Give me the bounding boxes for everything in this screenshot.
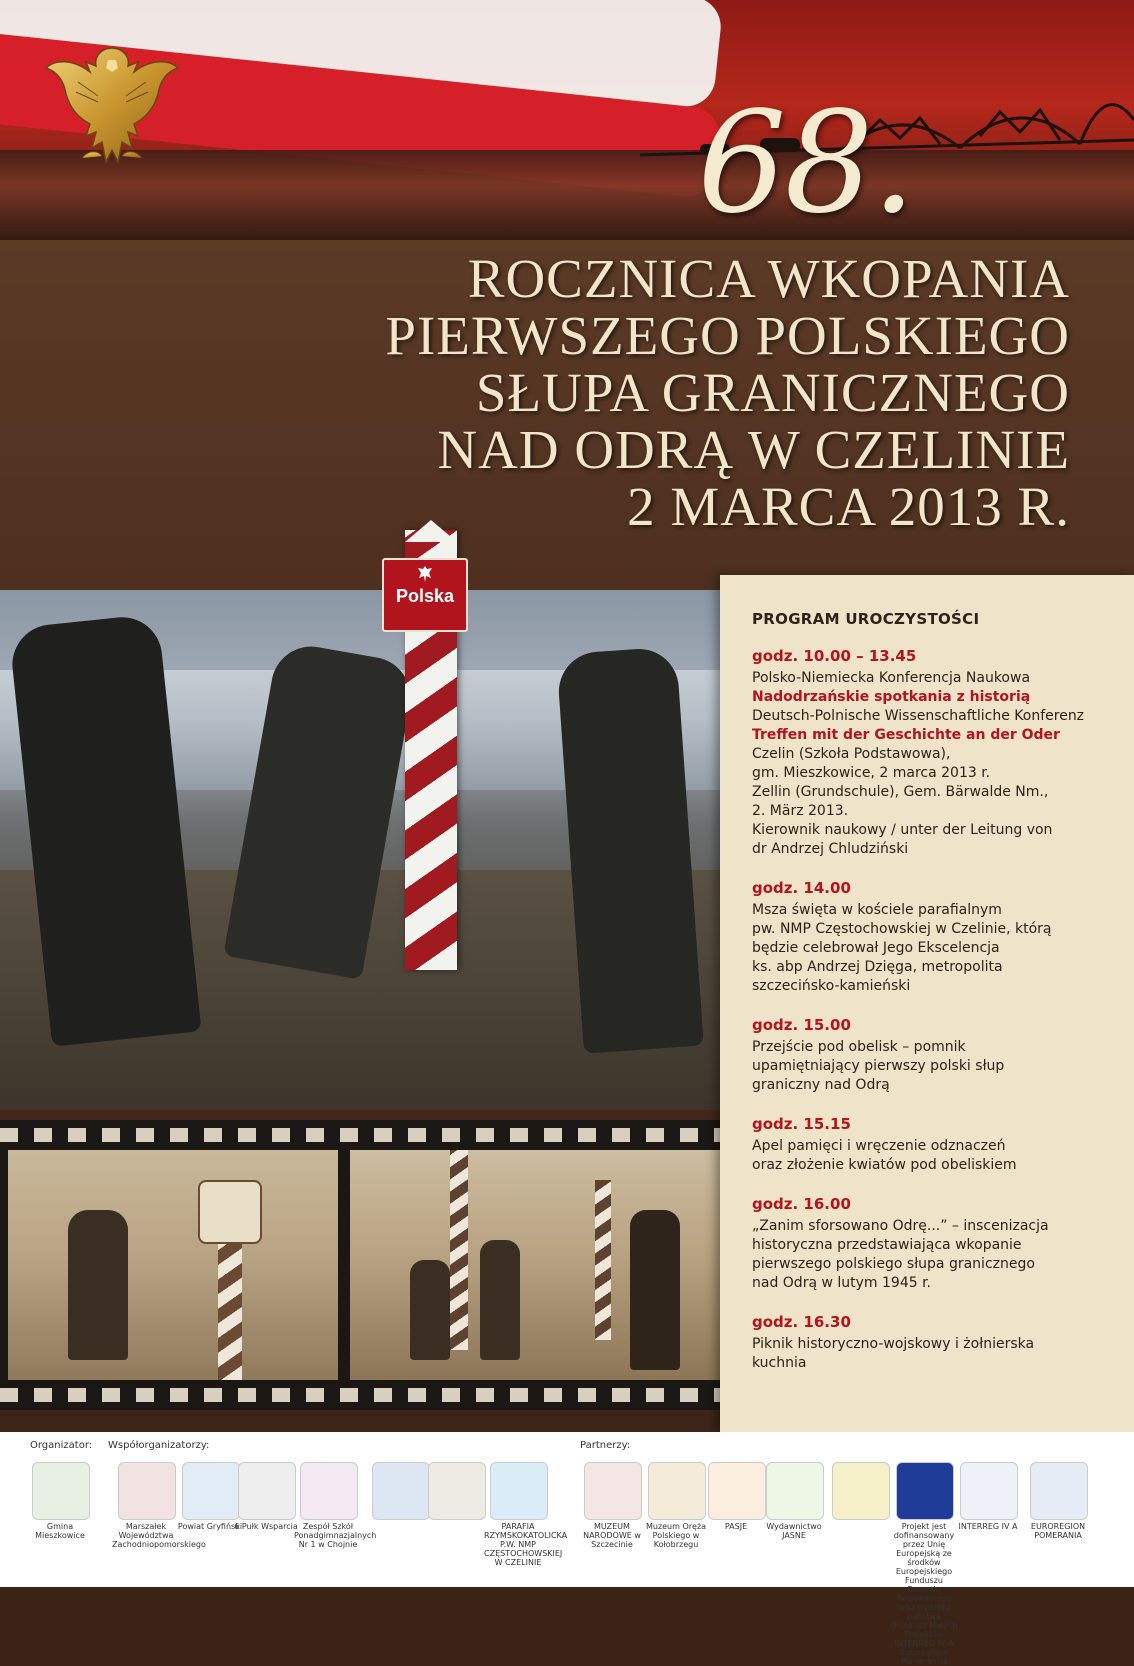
golden-eagle-emblem-icon	[42, 38, 182, 178]
partners-label: Partnerzy:	[580, 1440, 631, 1451]
event-description-line: upamiętniający pierwszy polski słup	[752, 1058, 1005, 1074]
event-description-line: dr Andrzej Chludziński	[752, 841, 909, 857]
event-description-line: Polsko-Niemiecka Konferencja Naukowa	[752, 670, 1031, 686]
event-description-line: Kierownik naukowy / unter der Leitung von	[752, 822, 1053, 838]
eu-flag-logo	[896, 1462, 954, 1520]
event-time: godz. 16.30	[752, 1313, 851, 1331]
frame-post-a	[450, 1150, 468, 1350]
pulk-logo	[238, 1462, 296, 1520]
parafia-logo	[490, 1462, 548, 1520]
event-description-line: oraz złożenie kwiatów pod obeliskiem	[752, 1157, 1017, 1173]
logo-caption: MUZEUM NARODOWE w Szczecinie	[583, 1522, 641, 1549]
event-time: godz. 16.00	[752, 1195, 851, 1213]
polska-sign-text: Polska	[395, 586, 455, 606]
crest-logo	[832, 1462, 890, 1520]
interreg-logo	[960, 1462, 1018, 1520]
school-photo-logo	[428, 1462, 486, 1520]
powiat-gryfinski-logo	[182, 1462, 240, 1520]
logo-caption: Projekt jest dofinansowany przez Unię Europejską ze środków Europejskiego Funduszu Rozwoju Regionalnego oraz budżetu państwa (Fundusz Małych Projektów INTERREG IV A Euroregionu Pomerania)	[890, 1522, 958, 1666]
logo-caption: Gmina Mieszkowice	[35, 1522, 85, 1540]
event-time: godz. 14.00	[752, 879, 851, 897]
historic-photo-soldiers	[0, 590, 730, 1110]
jasne-logo	[766, 1462, 824, 1520]
event-highlight-title: Treffen mit der Geschichte an der Oder	[752, 727, 1060, 743]
pasje-logo	[708, 1462, 766, 1520]
event-description-line: Deutsch-Polnische Wissenschaftliche Konferenz	[752, 708, 1085, 724]
blue-emblem-logo	[372, 1462, 430, 1520]
event-description-line: historyczna przedstawiająca wkopanie	[752, 1237, 1022, 1253]
euroregion-logo	[1030, 1462, 1088, 1520]
film-strip	[0, 1120, 730, 1410]
program-event	[752, 1016, 1122, 1095]
event-description-line: graniczny nad Odrą	[752, 1077, 890, 1093]
event-description-line: będzie celebrował Jego Ekscelencja	[752, 940, 1000, 956]
program-section	[752, 610, 1122, 1393]
event-description-line: 2. März 2013.	[752, 803, 849, 819]
event-description-line: „Zanim sforsowano Odrę...” – inscenizacja	[752, 1218, 1049, 1234]
event-description-line: Przejście pod obelisk – pomnik	[752, 1039, 966, 1055]
program-event	[752, 1195, 1122, 1293]
logo-caption: EUROREGION POMERANIA	[1030, 1522, 1086, 1540]
program-events	[752, 647, 1122, 1373]
frame-figure-b	[480, 1240, 520, 1360]
film-holes-top	[0, 1128, 730, 1142]
event-description-line: pierwszego polskiego słupa granicznego	[752, 1256, 1035, 1272]
event-description-line: gm. Mieszkowice, 2 marca 2013 r.	[752, 765, 991, 781]
logo-caption: PARAFIA RZYMSKOKATOLICKA P.W. NMP CZĘSTOCHOWSKIEJ W CZELINIE	[484, 1522, 568, 1567]
event-description-line: Msza święta w kościele parafialnym	[752, 902, 1002, 918]
logo-caption: PASJE	[724, 1522, 748, 1531]
title-line: SŁUPA GRANICZNEGO	[475, 362, 1070, 423]
film-frame-guard	[8, 1150, 338, 1380]
logo-caption: 6 Pułk Wsparcia	[234, 1522, 298, 1531]
frame-sign	[198, 1180, 262, 1244]
event-description-line: Piknik historyczno-wojskowy i żołnierska	[752, 1336, 1035, 1352]
event-description-line: nad Odrą w lutym 1945 r.	[752, 1275, 932, 1291]
polska-sign	[382, 558, 468, 632]
title-line: ROCZNICA WKOPANIA	[467, 248, 1070, 309]
marszalek-logo	[118, 1462, 176, 1520]
event-description-line: Zellin (Grundschule), Gem. Bärwalde Nm.,	[752, 784, 1049, 800]
event-description-line: szczecińsko-kamieński	[752, 978, 911, 994]
frame-figure-a	[410, 1260, 450, 1360]
event-highlight-title: Nadodrzańskie spotkania z historią	[752, 689, 1031, 705]
zespol-szkol-logo	[300, 1462, 358, 1520]
muzeum-narodowe-logo	[584, 1462, 642, 1520]
logo-caption: Marszałek Województwa Zachodniopomorskiego	[112, 1522, 206, 1549]
program-event	[752, 647, 1122, 859]
white-eagle-icon	[415, 564, 435, 584]
film-frame-ceremony	[350, 1150, 722, 1380]
program-heading: PROGRAM UROCZYSTOŚCI	[752, 610, 980, 628]
title-line: PIERWSZEGO POLSKIEGO	[385, 305, 1070, 366]
event-description-line: Apel pamięci i wręczenie odznaczeń	[752, 1138, 1006, 1154]
frame-soldier	[68, 1210, 128, 1360]
organizer-label: Organizator:	[30, 1440, 93, 1451]
event-description-line: ks. abp Andrzej Dzięga, metropolita	[752, 959, 1003, 975]
event-time: godz. 15.00	[752, 1016, 851, 1034]
event-title	[250, 250, 1070, 535]
event-description-line: pw. NMP Częstochowskiej w Czelinie, którą	[752, 921, 1052, 937]
anniversary-number: 68.	[697, 82, 914, 245]
logo-caption: Powiat Gryfiński	[177, 1522, 243, 1531]
coorganizers-label: Współorganizatorzy:	[108, 1440, 210, 1451]
logo-caption: Zespół Szkół Ponadgimnazjalnych Nr 1 w Chojnie	[294, 1522, 377, 1549]
program-event	[752, 1313, 1122, 1373]
title-line: NAD ODRĄ W CZELINIE	[437, 419, 1070, 480]
gmina-mieszkowice-logo	[32, 1462, 90, 1520]
frame-figure-c	[630, 1210, 680, 1370]
logo-caption: INTERREG IV A	[958, 1522, 1018, 1531]
program-event	[752, 879, 1122, 996]
logo-caption: Wydawnictwo JASNE	[766, 1522, 822, 1540]
event-time: godz. 15.15	[752, 1115, 851, 1133]
event-description-line: Czelin (Szkoła Podstawowa),	[752, 746, 951, 762]
program-event	[752, 1115, 1122, 1175]
event-description-line: kuchnia	[752, 1355, 807, 1371]
frame-post-b	[595, 1180, 611, 1340]
title-line: 2 MARCA 2013 R.	[627, 476, 1070, 537]
logo-caption: Muzeum Oręża Polskiego w Kołobrzegu	[645, 1522, 707, 1549]
film-holes-bottom	[0, 1388, 730, 1402]
event-time: godz. 10.00 – 13.45	[752, 647, 917, 665]
muzeum-oreza-logo	[648, 1462, 706, 1520]
